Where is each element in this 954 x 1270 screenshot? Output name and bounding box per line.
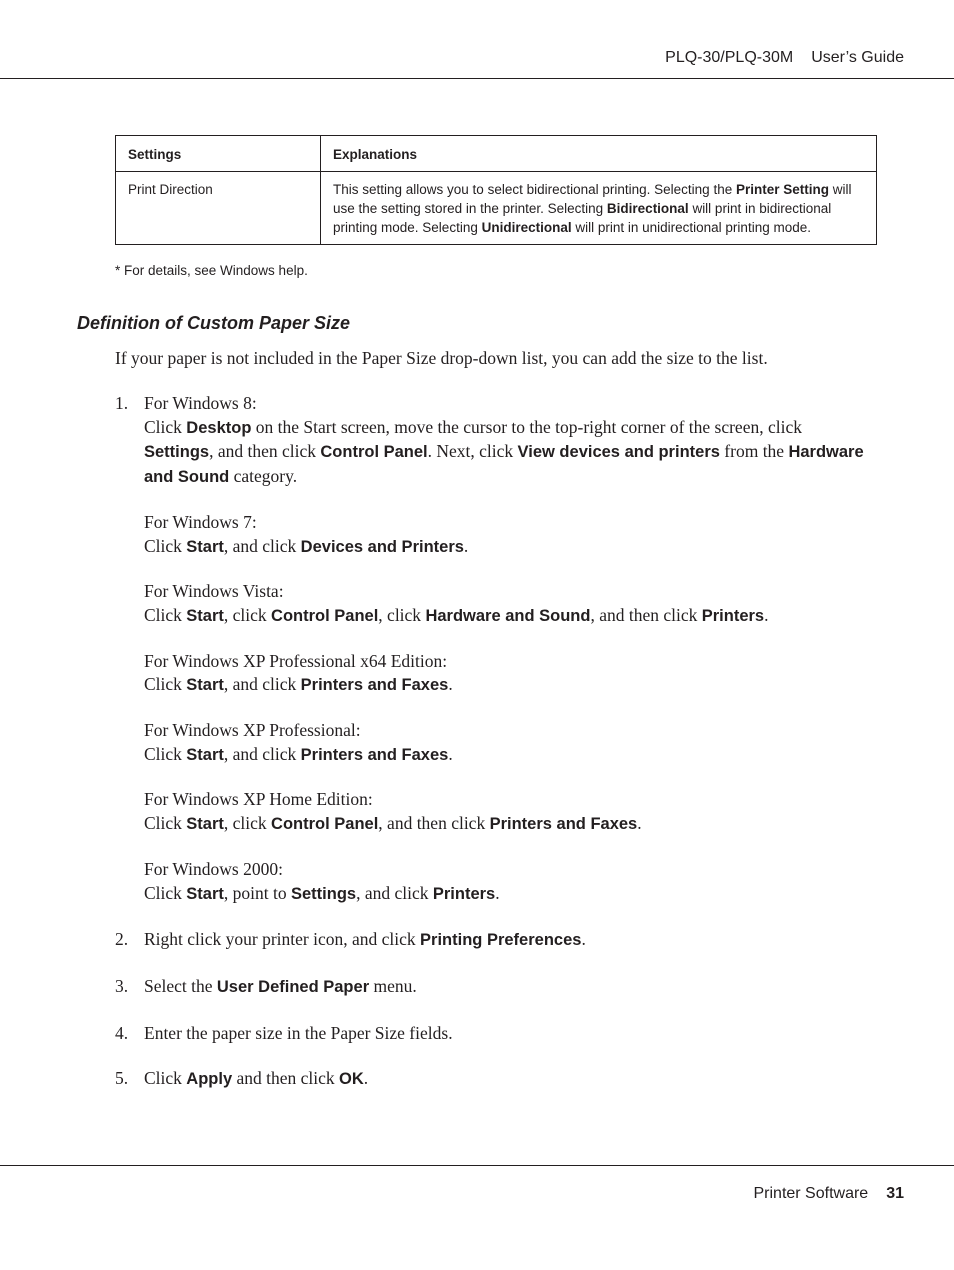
text: . [637, 813, 642, 834]
text: Click [144, 674, 187, 695]
section-heading: Definition of Custom Paper Size [77, 313, 351, 333]
column-header-explanations: Explanations [321, 136, 877, 172]
text: , point to [223, 882, 291, 903]
ui-term: Settings [144, 443, 210, 462]
instruction-text [144, 604, 875, 629]
explanation-text: will print in unidirectional printing mode. [571, 220, 811, 235]
explanation-term: Unidirectional [481, 220, 572, 235]
text: , and click [223, 743, 301, 764]
os-label: For Windows Vista: [144, 581, 284, 602]
ui-term: Settings [290, 884, 357, 903]
explanation-term: Bidirectional [606, 201, 689, 216]
text: Click [144, 882, 187, 903]
ui-term: Control Panel [271, 815, 379, 834]
text: Right click your printer icon, and click [144, 929, 421, 950]
ui-term: Apply [186, 1070, 233, 1089]
text: , and click [223, 535, 301, 556]
settings-table [115, 135, 877, 245]
text: , click [378, 604, 426, 625]
ui-term: Start [186, 606, 224, 625]
text: Click [144, 743, 187, 764]
ui-term: Desktop [186, 418, 252, 437]
ui-term: Printing Preferences [420, 931, 582, 950]
page-header [665, 49, 904, 67]
header-product: PLQ-30/PLQ-30M [665, 49, 794, 66]
text: . [495, 882, 500, 903]
ui-term: Printers [701, 606, 765, 625]
win7-instructions [144, 511, 875, 559]
table-footnote: * For details, see Windows help. [115, 263, 308, 278]
text: menu. [369, 975, 417, 996]
table-header-row [116, 136, 877, 172]
text: . [463, 535, 469, 556]
xppro-instructions [144, 719, 875, 767]
column-header-settings: Settings [116, 136, 321, 172]
intro-paragraph: If your paper is not included in the Paper Size drop-down list, you can add the size to the list. [115, 348, 768, 368]
text: , and then click [590, 604, 702, 625]
explanation-text: will use the setting stored in the printer. Selecting [333, 182, 852, 216]
instruction-text [144, 416, 875, 490]
text: Click [144, 535, 187, 556]
ui-term: Hardware and Sound [425, 606, 591, 625]
step-1 [115, 392, 875, 906]
ui-term: User Defined Paper [216, 977, 370, 996]
explanation-term: Printer Setting [735, 182, 829, 197]
os-label: For Windows XP Professional x64 Edition: [144, 650, 448, 671]
win8-instructions [144, 392, 875, 490]
text: , and click [223, 674, 301, 695]
page-footer [753, 1185, 904, 1203]
xp64-instructions [144, 650, 875, 698]
ui-term: Printers and Faxes [300, 745, 449, 764]
os-label: For Windows 8: [144, 393, 257, 413]
text: Click [144, 813, 187, 834]
text: on the Start screen, move the cursor to the top-right corner of the screen, click [251, 416, 802, 437]
text: from the [719, 441, 789, 462]
instruction-text [144, 673, 875, 698]
ui-term: Control Panel [320, 443, 428, 462]
text: , click [223, 813, 272, 834]
text: and then click [232, 1068, 340, 1089]
vista-instructions [144, 580, 875, 628]
ui-term: View devices and printers [517, 443, 720, 462]
explanation-cell [321, 172, 877, 245]
step-number: 3. [115, 975, 129, 996]
text: Click [144, 1068, 187, 1089]
ui-term: Control Panel [271, 606, 379, 625]
page-number: 31 [886, 1185, 904, 1202]
text: , and then click [209, 441, 321, 462]
text: Select the [144, 975, 217, 996]
ui-term: Printers and Faxes [489, 815, 638, 834]
ui-term: OK [339, 1070, 364, 1089]
w2000-instructions [144, 858, 875, 906]
text: Click [144, 604, 187, 625]
step-2 [115, 928, 875, 953]
step-number: 5. [115, 1068, 129, 1089]
text: . Next, click [427, 441, 518, 462]
footer-section: Printer Software [753, 1185, 869, 1202]
os-label: For Windows 7: [144, 511, 257, 532]
os-label: For Windows 2000: [144, 858, 283, 879]
instruction-text [144, 535, 875, 560]
header-rule [0, 78, 954, 79]
step-number: 1. [115, 393, 129, 413]
text: Click [144, 416, 187, 437]
text: . [448, 674, 453, 695]
footer-rule [0, 1165, 954, 1166]
instruction-text [144, 743, 875, 768]
steps-list [115, 392, 875, 1092]
step-number: 4. [115, 1022, 129, 1043]
step-3 [115, 975, 875, 1000]
text: , and click [356, 882, 433, 903]
explanation-text: will print in bidirectional printing mode. Selecting [333, 201, 832, 235]
text: . [363, 1068, 369, 1089]
step-4 [115, 1022, 875, 1046]
text: . [448, 743, 453, 764]
ui-term: Start [186, 815, 224, 834]
header-guide: User’s Guide [811, 49, 904, 66]
table-row [116, 172, 877, 245]
step-number: 2. [115, 929, 129, 950]
instruction-text [144, 812, 875, 837]
text: , click [223, 604, 272, 625]
ui-term: Start [186, 537, 224, 556]
explanation-text: This setting allows you to select bidirectional printing. Selecting the [333, 182, 736, 197]
xphome-instructions [144, 788, 875, 836]
text: . [581, 929, 586, 950]
step-5 [115, 1067, 875, 1092]
os-label: For Windows XP Home Edition: [144, 789, 373, 810]
ui-term: Printers [432, 884, 496, 903]
ui-term: Devices and Printers [300, 537, 464, 556]
text: Enter the paper size in the Paper Size fields. [144, 1022, 453, 1043]
setting-name-cell: Print Direction [116, 172, 321, 245]
ui-term: Start [186, 676, 224, 695]
text: . [764, 604, 769, 625]
ui-term: Hardware and Sound [144, 443, 864, 487]
ui-term: Printers and Faxes [300, 676, 449, 695]
text: category. [229, 466, 298, 487]
os-label: For Windows XP Professional: [144, 720, 361, 741]
ui-term: Start [186, 745, 224, 764]
text: , and then click [378, 813, 490, 834]
instruction-text [144, 882, 875, 907]
ui-term: Start [186, 884, 224, 903]
